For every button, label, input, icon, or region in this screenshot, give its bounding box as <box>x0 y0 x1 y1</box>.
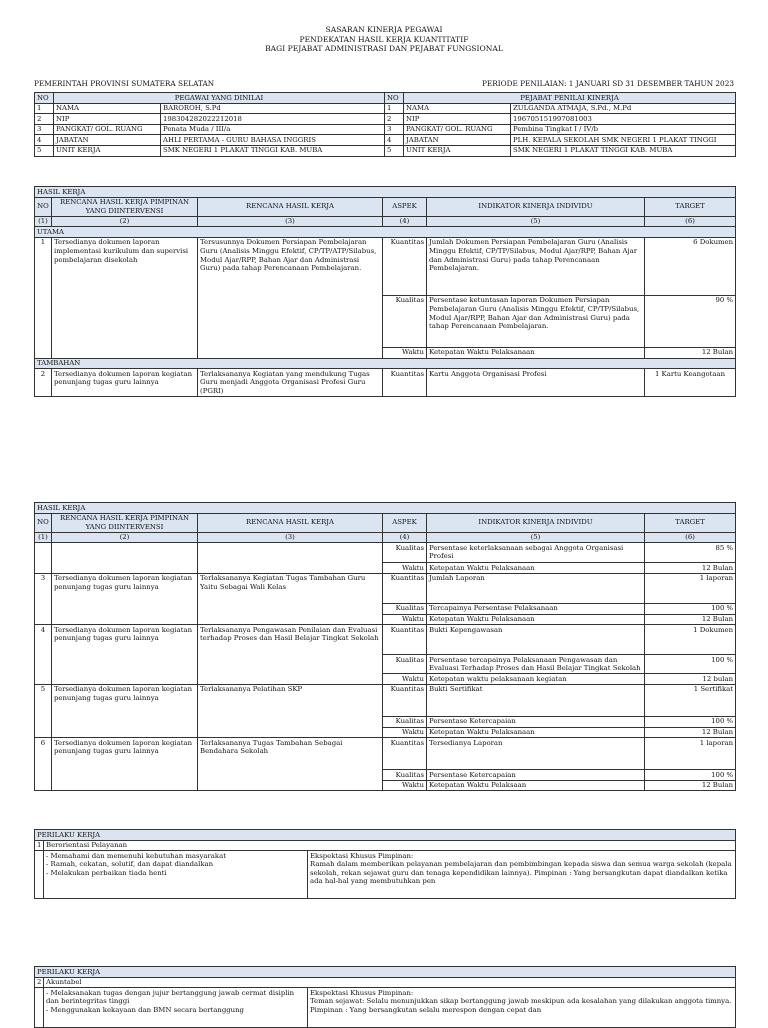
item-rencana: Tersusunnya Dokumen Persiapan Pembelajaran Guru (Analisis Minggu Efektif, CP/TP/ATP/Silabus, Modul Ajar/RPP, Bahan Ajar dan Administrasi Guru) pada tahap Perencanaan Pembelajaran. <box>198 237 383 358</box>
col-num: (4) <box>383 216 427 227</box>
item-aspek: Waktu <box>383 727 427 738</box>
field-label: JABATAN <box>404 135 511 146</box>
page-3 <box>0 962 768 1024</box>
item-indikator: Persentase Ketercapaian <box>427 716 645 727</box>
col-num: (3) <box>198 532 383 543</box>
list-item: - Melaksanakan tugas dengan jujur bertanggung jawab cermat disiplin dan berintegritas tinggi <box>46 988 295 1006</box>
col-num: (2) <box>52 216 198 227</box>
item-rencana: Terlaksananya Pengawasan Penilaian dan Evaluasi terhadap Proses dan Hasil Belajar Tingkat Sekolah <box>198 625 383 685</box>
item-pimpinan: Tersedianya dokumen laporan kegiatan penunjang tugas guru lainnya <box>52 738 198 791</box>
row-no: 4 <box>385 135 404 146</box>
expectation-text: Teman sejawat: Selalu menunjukkan sikap bertanggung jawab meskipun ada kesalahan yang dilakukan anggota timnya. Pimpinan : Yang bersangkutan selalu merespon dengan cepat dan <box>310 997 732 1014</box>
item-target: 90 % <box>645 295 736 347</box>
item-target: 12 Bulan <box>645 563 736 574</box>
row-no: 5 <box>35 145 54 156</box>
table-row <box>35 237 736 295</box>
table-row <box>35 684 736 716</box>
field-value: ZULGANDA ATMAJA, S.Pd., M.Pd <box>511 103 736 114</box>
col-num: (6) <box>645 532 736 543</box>
col-aspek: ASPEK <box>383 513 427 532</box>
perilaku-expectation <box>308 988 736 1028</box>
item-aspek: Kualitas <box>383 770 427 781</box>
row-no: 2 <box>385 114 404 125</box>
item-no: 2 <box>35 369 52 397</box>
table-row <box>35 369 736 397</box>
perilaku-title: PERILAKU KERJA <box>35 967 736 978</box>
item-indikator: Tercapainya Persentase Pelaksanaan <box>427 603 645 614</box>
row-no: 2 <box>35 114 54 125</box>
item-aspek: Kualitas <box>383 295 427 347</box>
expectation-text: Ramah dalam memberikan pelayanan pembelajaran dan pembimbingan kepada siswa dan semua warga sekolah (kepala sekolah, rekan sejawat guru dan tenaga kependidikan lainnya). Pimpinan : Yang bersangkutan dapat diandalkan ketika ada hal-hal yang membutuhkan pen <box>310 860 732 886</box>
item-target: 100 % <box>645 770 736 781</box>
item-target: 100 % <box>645 655 736 674</box>
doc-title: SASARAN KINERJA PEGAWAI <box>325 25 443 34</box>
hasil-kerja-table-cont <box>34 502 736 791</box>
field-label: NAMA <box>404 103 511 114</box>
page-2 <box>0 498 768 908</box>
item-indikator: Ketepatan Waktu Pelaksanaan <box>427 563 645 574</box>
identity-row <box>35 124 736 135</box>
item-target: 12 Bulan <box>645 347 736 358</box>
item-target: 12 Bulan <box>645 727 736 738</box>
row-no: 5 <box>385 145 404 156</box>
item-no: 5 <box>35 684 52 737</box>
item-indikator: Bukti Sertifikat <box>427 684 645 716</box>
perilaku-no: 2 <box>35 977 44 988</box>
item-target: 100 % <box>645 716 736 727</box>
table-row <box>35 543 736 563</box>
page-1 <box>0 0 768 430</box>
field-value: SMK NEGERI 1 PLAKAT TINGGI KAB. MUBA <box>161 145 385 156</box>
item-aspek: Waktu <box>383 614 427 625</box>
item-aspek: Kuantitas <box>383 684 427 716</box>
item-indikator: Bukti Kepengawasan <box>427 625 645 655</box>
list-item: - Menggunakan kekayaan dan BMN secara bertanggung <box>46 1005 244 1014</box>
item-indikator: Ketepatan Waktu Pelaksanaan <box>427 614 645 625</box>
field-label: UNIT KERJA <box>404 145 511 156</box>
col-no: NO <box>35 513 52 532</box>
institution: PEMERINTAH PROVINSI SUMATERA SELATAN <box>34 79 215 88</box>
item-indikator: Ketepatan waktu pelaksanaan kegiatan <box>427 674 645 685</box>
field-value: PLH. KEPALA SEKOLAH SMK NEGERI 1 PLAKAT TINGGI <box>511 135 736 146</box>
item-indikator: Ketepatan Waktu Pelaksaan <box>427 780 645 791</box>
item-no: 1 <box>35 237 52 358</box>
perilaku-bullets <box>44 988 308 1028</box>
item-pimpinan: Tersedianya dokumen laporan kegiatan penunjang tugas guru lainnya <box>52 625 198 685</box>
item-indikator: Persentase Ketercapaian <box>427 770 645 781</box>
list-item: - Memahami dan memenuhi kebutuhan masyarakat <box>46 851 226 860</box>
item-target: 12 bulan <box>645 674 736 685</box>
item-rencana: Terlaksananya Pelatihan SKP <box>198 684 383 737</box>
item-pimpinan: Tersedianya dokumen laporan kegiatan penunjang tugas guru lainnya <box>52 573 198 624</box>
table-row <box>35 573 736 603</box>
col-no-2: NO <box>385 93 404 104</box>
item-aspek: Waktu <box>383 674 427 685</box>
item-target: 12 Bulan <box>645 780 736 791</box>
section-utama: UTAMA <box>35 227 736 238</box>
item-indikator: Ketepatan Waktu Pelaksanaan <box>427 347 645 358</box>
item-pimpinan: Tersedianya dokumen laporan implementasi kurikulum dan supervisi pembelajaran disekolah <box>52 237 198 358</box>
item-no: 4 <box>35 625 52 685</box>
item-indikator: Persentase ketuntasan laporan Dokumen Persiapan Pembelajaran Guru (Analisis Minggu Efektif, CP/TP/Silabus, Modul Ajar/RPP, Bahan Ajar dan Administrasi Guru) pada tahap Perencanaan Pembelajaran. <box>427 295 645 347</box>
col-no: NO <box>35 197 52 216</box>
col-indikator: INDIKATOR KINERJA INDIVIDU <box>427 197 645 216</box>
item-indikator: Persentase tercapainya Pelaksanaan Pengawasan dan Evaluasi Terhadap Proses dan Hasil Belajar Tingkat Sekolah <box>427 655 645 674</box>
item-indikator: Jumlah Laporan <box>427 573 645 603</box>
field-label: NAMA <box>54 103 161 114</box>
col-num: (5) <box>427 216 645 227</box>
perilaku-expectation <box>308 851 736 899</box>
col-rencana: RENCANA HASIL KERJA <box>198 197 383 216</box>
item-aspek: Waktu <box>383 563 427 574</box>
field-label: NIP <box>404 114 511 125</box>
item-pimpinan: Tersedianya dokumen laporan kegiatan penunjang tugas guru lainnya <box>52 684 198 737</box>
row-no: 1 <box>385 103 404 114</box>
field-value: 198304282022212018 <box>161 114 385 125</box>
period: PERIODE PENILAIAN: 1 JANUARI SD 31 DESEMBER TAHUN 2023 <box>482 79 734 88</box>
item-aspek: Kualitas <box>383 603 427 614</box>
list-item: - Melakukan perbaikan tiada henti <box>46 868 167 877</box>
field-value: SMK NEGERI 1 PLAKAT TINGGI KAB. MUBA <box>511 145 736 156</box>
field-label: PANGKAT/ GOL. RUANG <box>54 124 161 135</box>
row-no: 3 <box>35 124 54 135</box>
section-title: HASIL KERJA <box>35 187 736 198</box>
field-label: PANGKAT/ GOL. RUANG <box>404 124 511 135</box>
doc-subtitle-2: BAGI PEJABAT ADMINISTRASI DAN PEJABAT FUNGSIONAL <box>265 44 503 53</box>
perilaku-kerja-table <box>34 829 736 899</box>
row-no: 3 <box>385 124 404 135</box>
item-aspek: Kuantitas <box>383 237 427 295</box>
row-no: 4 <box>35 135 54 146</box>
col-num: (1) <box>35 216 52 227</box>
identity-table <box>34 92 736 157</box>
item-aspek: Kuantitas <box>383 369 427 397</box>
doc-subtitle: PENDEKATAN HASIL KERJA KUANTITATIF <box>299 34 469 44</box>
col-rencana: RENCANA HASIL KERJA <box>198 513 383 532</box>
perilaku-no: 1 <box>35 840 44 851</box>
expectation-label: Ekspektasi Khusus Pimpinan: <box>310 851 414 860</box>
item-aspek: Kualitas <box>383 716 427 727</box>
item-aspek: Waktu <box>383 347 427 358</box>
table-row <box>35 625 736 655</box>
item-indikator: Jumlah Dokumen Persiapan Pembelajaran Guru (Analisis Minggu Efektif, CP/TP/Silabus, Modul Ajar/RPP, Bahan Ajar dan Administrasi Guru) pada tahap Perencanaan Pembelajaran. <box>427 237 645 295</box>
item-target: 12 Bulan <box>645 614 736 625</box>
perilaku-bullets <box>44 851 308 899</box>
pegawai-title: PEGAWAI YANG DINILAI <box>54 93 385 104</box>
item-target: 1 laporan <box>645 738 736 770</box>
item-target: 1 Dokumen <box>645 625 736 655</box>
field-label: JABATAN <box>54 135 161 146</box>
identity-row <box>35 114 736 125</box>
item-aspek: Kuantitas <box>383 573 427 603</box>
item-indikator: Tersedianya Laporan <box>427 738 645 770</box>
field-value: Penata Muda / III/a <box>161 124 385 135</box>
identity-row <box>35 135 736 146</box>
item-aspek: Kuantitas <box>383 738 427 770</box>
col-no: NO <box>35 93 54 104</box>
item-aspek: Waktu <box>383 780 427 791</box>
col-indikator: INDIKATOR KINERJA INDIVIDU <box>427 513 645 532</box>
item-aspek: Kuantitas <box>383 625 427 655</box>
item-indikator: Kartu Anggota Organisasi Profesi <box>427 369 645 397</box>
perilaku-name: Akuntabel <box>44 977 736 988</box>
item-no: 6 <box>35 738 52 791</box>
perilaku-kerja-table-2 <box>34 966 736 1028</box>
col-aspek: ASPEK <box>383 197 427 216</box>
col-target: TARGET <box>645 197 736 216</box>
perilaku-title: PERILAKU KERJA <box>35 830 736 841</box>
item-pimpinan: Tersedianya dokumen laporan kegiatan penunjang tugas guru lainnya <box>52 369 198 397</box>
item-indikator: Persentase keterlaksanaan sebagai Anggota Organisasi Profesi <box>427 543 645 563</box>
hasil-kerja-table <box>34 186 736 397</box>
expectation-label: Ekspektasi Khusus Pimpinan: <box>310 988 414 997</box>
identity-row <box>35 103 736 114</box>
col-num: (2) <box>52 532 198 543</box>
col-num: (3) <box>198 216 383 227</box>
section-tambahan: TAMBAHAN <box>35 358 736 369</box>
item-no: 3 <box>35 573 52 624</box>
item-rencana: Terlaksananya Tugas Tambahan Sebagai Bendahara Sekolah <box>198 738 383 791</box>
field-value: AHLI PERTAMA - GURU BAHASA INGGRIS <box>161 135 385 146</box>
item-target: 100 % <box>645 603 736 614</box>
item-aspek: Kualitas <box>383 655 427 674</box>
col-num: (6) <box>645 216 736 227</box>
item-target: 1 Kartu Keangotaan <box>645 369 736 397</box>
col-num: (4) <box>383 532 427 543</box>
item-rencana: Terlaksananya Kegiatan yang mendukung Tugas Guru menjadi Anggota Organisasi Profesi Guru (PGRI) <box>198 369 383 397</box>
field-value: Pembina Tingkat I / IV/b <box>511 124 736 135</box>
row-no: 1 <box>35 103 54 114</box>
col-num: (5) <box>427 532 645 543</box>
field-label: UNIT KERJA <box>54 145 161 156</box>
item-target: 1 Sertifikat <box>645 684 736 716</box>
item-indikator: Ketepatan Waktu Pelaksanaan <box>427 727 645 738</box>
field-value: BAROROH, S.Pd <box>161 103 385 114</box>
item-rencana: Terlaksananya Kegiatan Tugas Tambahan Guru Yaitu Sebagai Wali Kelas <box>198 573 383 624</box>
list-item: - Ramah, cekatan, solutif, dan dapat diandalkan <box>46 860 214 869</box>
item-target: 6 Dokumen <box>645 237 736 295</box>
col-target: TARGET <box>645 513 736 532</box>
identity-row <box>35 145 736 156</box>
field-value: 196705151997081003 <box>511 114 736 125</box>
section-title: HASIL KERJA <box>35 503 736 514</box>
document-header <box>0 25 768 54</box>
item-aspek: Kualitas <box>383 543 427 563</box>
table-row <box>35 738 736 770</box>
item-target: 1 laporan <box>645 573 736 603</box>
perilaku-name: Berorientasi Pelayanan <box>44 840 736 851</box>
col-pimpinan: RENCANA HASIL KERJA PIMPINAN YANG DIINTERVENSI <box>52 513 198 532</box>
penilai-title: PEJABAT PENILAI KINERJA <box>404 93 736 104</box>
col-num: (1) <box>35 532 52 543</box>
field-label: NIP <box>54 114 161 125</box>
col-pimpinan: RENCANA HASIL KERJA PIMPINAN YANG DIINTERVENSI <box>52 197 198 216</box>
item-target: 85 % <box>645 543 736 563</box>
meta-line <box>34 79 734 88</box>
